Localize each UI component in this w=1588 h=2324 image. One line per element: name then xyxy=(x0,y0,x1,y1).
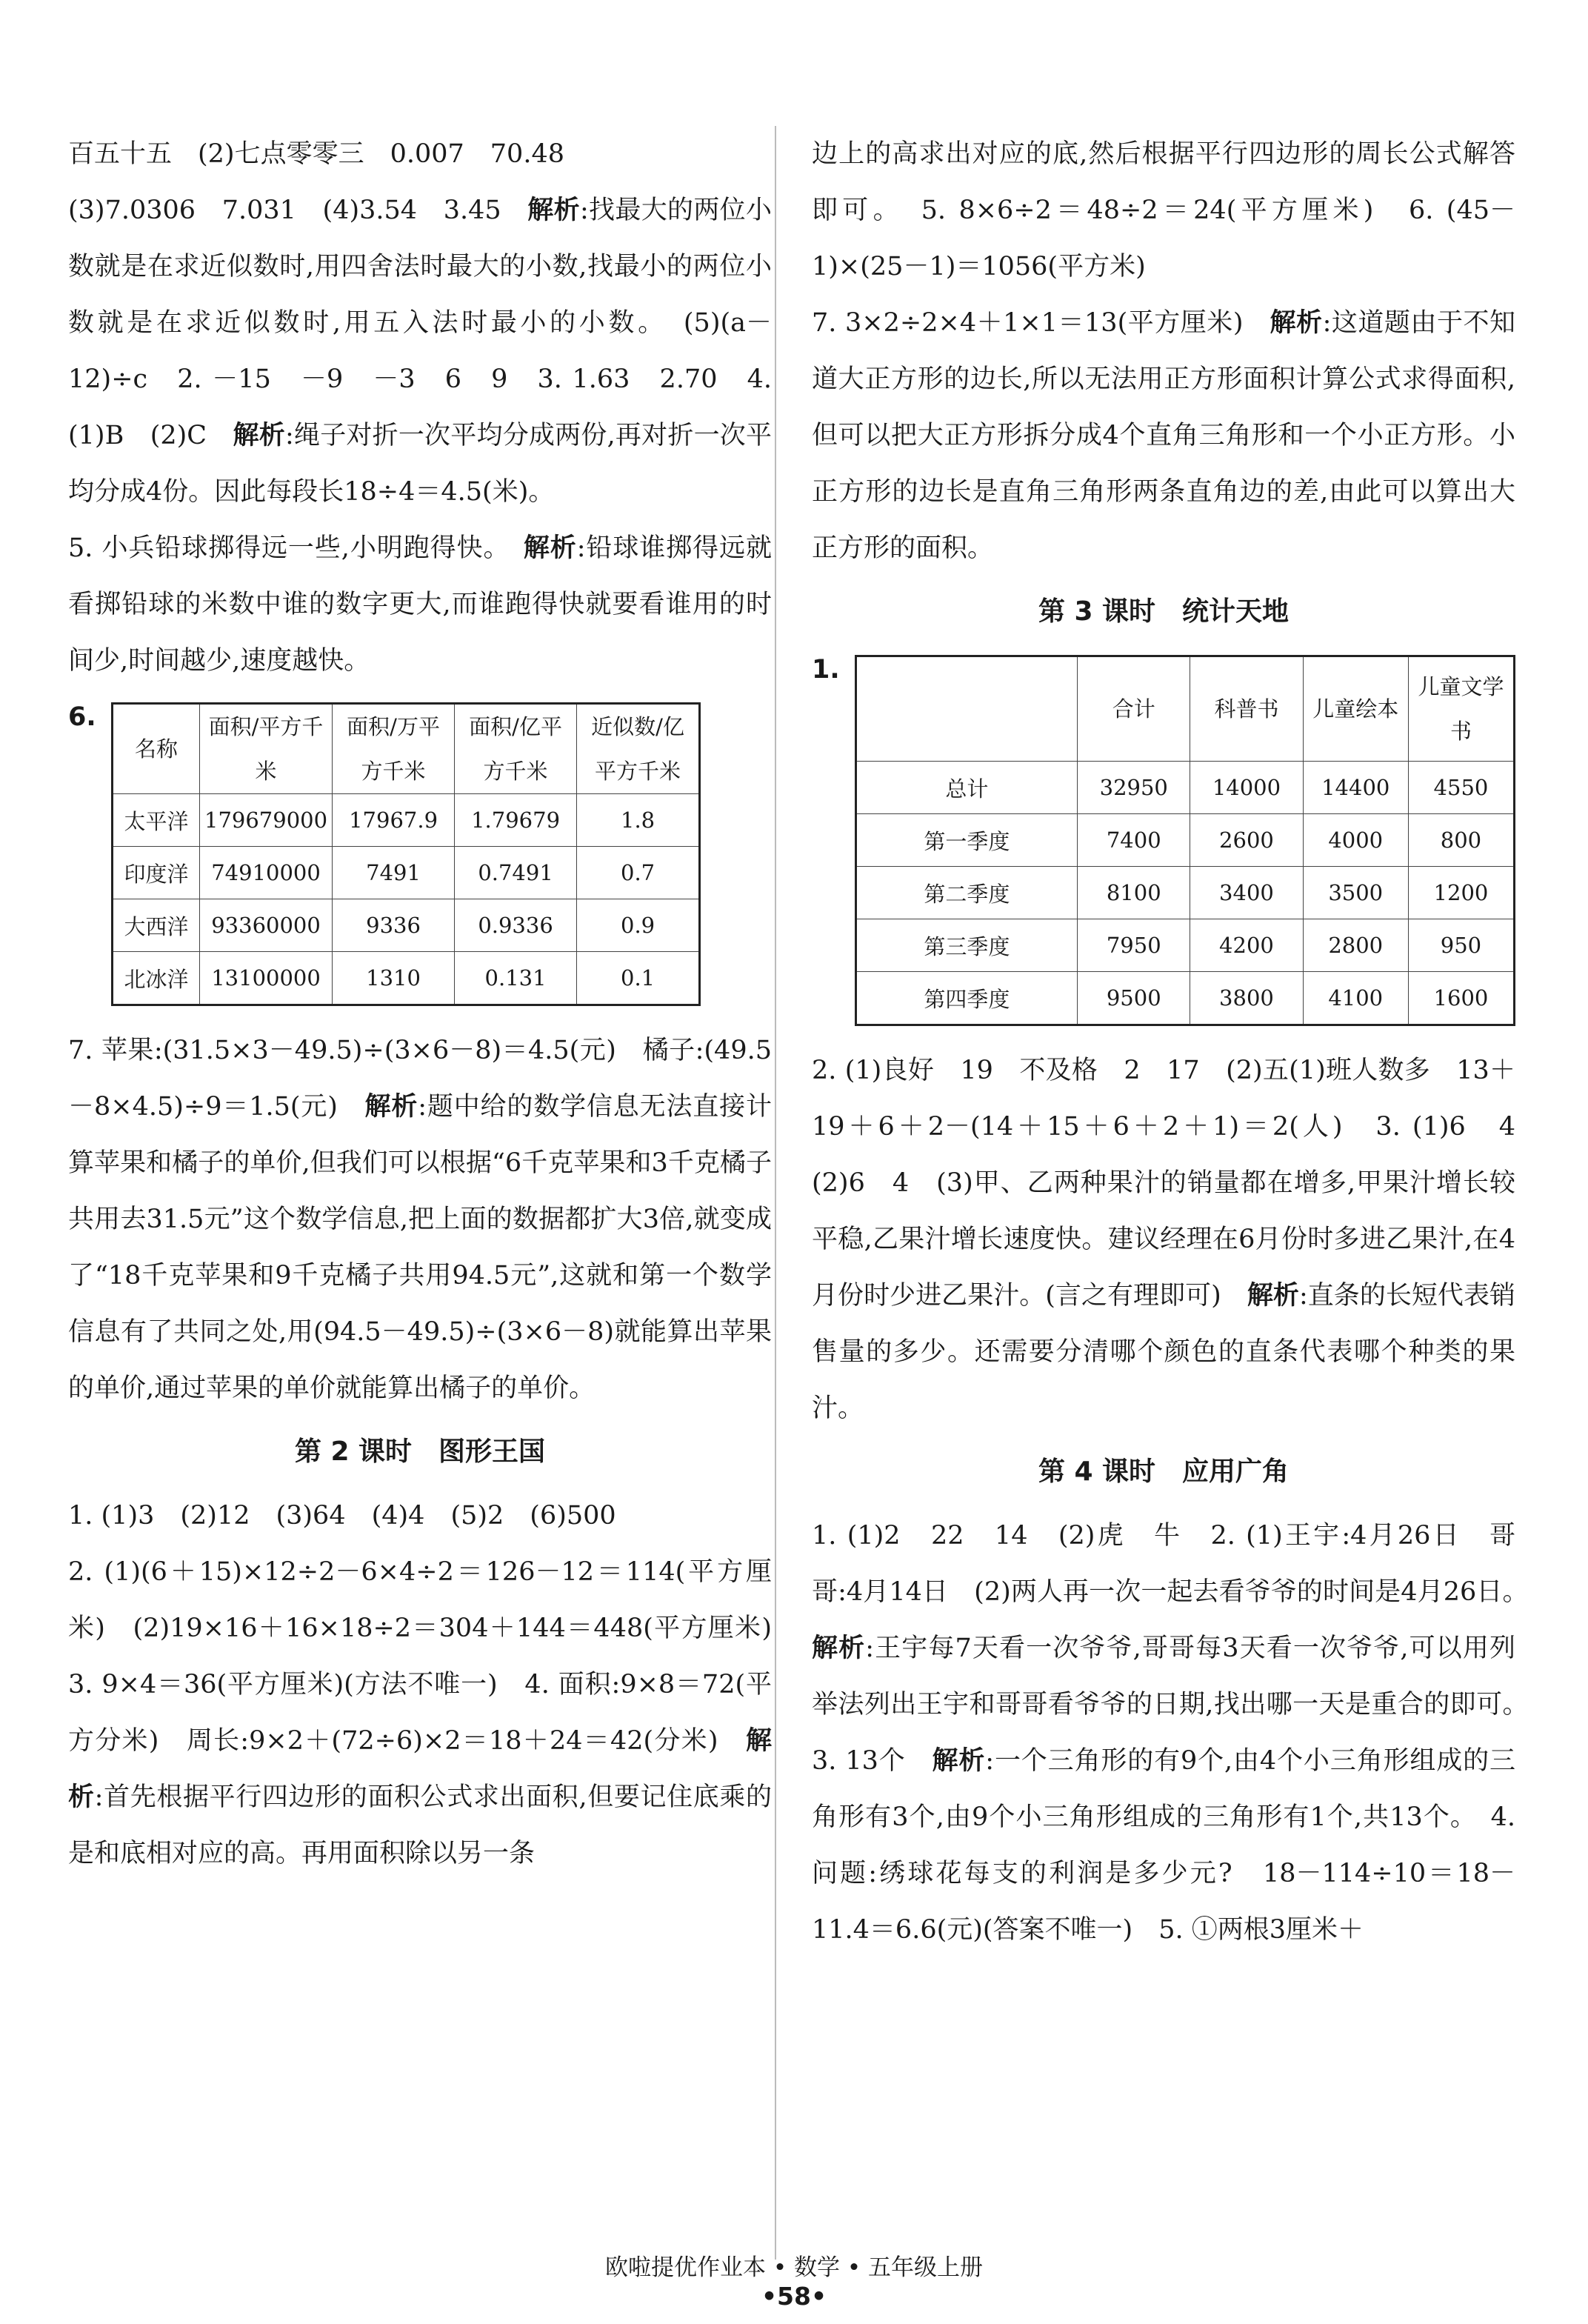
table-row xyxy=(855,867,1514,919)
table-header: 面积/平方千米 xyxy=(200,704,333,794)
table-cell: 4000 xyxy=(1303,814,1408,867)
table-header: 儿童绘本 xyxy=(1303,656,1408,762)
table-row xyxy=(855,814,1514,867)
ocean-table-block xyxy=(68,702,772,1006)
table-cell: 太平洋 xyxy=(113,794,200,847)
page-number: •58• xyxy=(761,2282,827,2311)
table-cell: 0.131 xyxy=(455,952,577,1005)
table-cell: 北冰洋 xyxy=(113,952,200,1005)
table-cell: 3400 xyxy=(1190,867,1303,919)
column-divider xyxy=(775,126,776,2260)
table-header: 面积/万平方千米 xyxy=(333,704,455,794)
answer-paragraph: 2. (1)(6＋15)×12÷2－6×4÷2＝126－12＝114(平方厘米) (2)19×16＋16×18÷2＝304＋144＝448(平方厘米) 3. 9×4＝36(平方厘米)(方法不唯一) 4. 面积:9×8＝72(平方分米) 周长:9×2＋(72÷6)×2＝18＋24＝42(分米) 解析:首先根据平行四边形的面积公式求出面积,但要记住底乘的是和底相对应的高。再用面积除以另一条 xyxy=(68,1557,798,1868)
table-cell: 800 xyxy=(1408,814,1514,867)
table-cell: 0.7491 xyxy=(455,847,577,899)
table-cell: 3500 xyxy=(1303,867,1408,919)
table-cell: 32950 xyxy=(1078,762,1190,814)
table-cell: 2600 xyxy=(1190,814,1303,867)
table-cell: 1.8 xyxy=(577,794,700,847)
answer-paragraph: 5. 小兵铅球掷得远一些,小明跑得快。 解析:铅球谁掷得远就看掷铅球的米数中谁的数字更大,而谁跑得快就要看谁用的时间少,时间越少,速度越快。 xyxy=(68,533,772,676)
table-header: 近似数/亿平方千米 xyxy=(577,704,700,794)
table-cell: 14400 xyxy=(1303,762,1408,814)
table-cell: 8100 xyxy=(1078,867,1190,919)
table-cell: 17967.9 xyxy=(333,794,455,847)
table-cell: 93360000 xyxy=(200,899,333,952)
table-row xyxy=(855,919,1514,972)
table-cell: 7491 xyxy=(333,847,455,899)
answer-line: 1. (1)3 (2)12 (3)64 (4)4 (5)2 (6)500 xyxy=(68,1501,616,1531)
table-cell: 0.9 xyxy=(577,899,700,952)
table-header: 科普书 xyxy=(1190,656,1303,762)
right-column xyxy=(812,126,1542,1958)
table-cell: 2800 xyxy=(1303,919,1408,972)
table-cell: 4100 xyxy=(1303,972,1408,1025)
question-number: 6. xyxy=(68,702,96,732)
answer-paragraph: 2. (1)良好 19 不及格 2 17 (2)五(1)班人数多 13＋19＋6＋2－(14＋15＋6＋2＋1)＝2(人) 3. (1)6 4 (2)6 4 (3)甲、乙两种果汁的销量都在增多,甲果汁增长较平稳,乙果汁增长速度快。建议经理在6月份时多进乙果汁,在4月份时少进乙果汁。(言之有理即可) 解析:直条的长短代表销售量的多少。还需要分清哪个颜色的直条代表哪个种类的果汁。 xyxy=(812,1056,1542,1423)
left-column xyxy=(68,126,798,1882)
table-cell: 74910000 xyxy=(200,847,333,899)
section-heading: 第 4 课时 应用广角 xyxy=(1038,1456,1290,1487)
table-header: 合计 xyxy=(1078,656,1190,762)
answer-paragraph: 7. 苹果:(31.5×3－49.5)÷(3×6－8)＝4.5(元) 橘子:(49.5－8×4.5)÷9＝1.5(元) 解析:题中给的数学信息无法直接计算苹果和橘子的单价,但我们可以根据“6千克苹果和3千克橘子共用去31.5元”这个数学信息,把上面的数据都扩大3倍,就变成了“18千克苹果和9千克橘子共用94.5元”,这就和第一个数学信息有了共同之处,用(94.5－49.5)÷(3×6－8)就能算出苹果的单价,通过苹果的单价就能算出橘子的单价。 xyxy=(68,1036,772,1403)
ocean-area-table xyxy=(111,702,701,1006)
table-row xyxy=(855,762,1514,814)
table-cell: 0.1 xyxy=(577,952,700,1005)
table-cell: 1600 xyxy=(1408,972,1514,1025)
table-cell: 0.9336 xyxy=(455,899,577,952)
table-cell: 大西洋 xyxy=(113,899,200,952)
table-cell: 第一季度 xyxy=(855,814,1078,867)
table-cell: 总计 xyxy=(855,762,1078,814)
answer-paragraph: 边上的高求出对应的底,然后根据平行四边形的周长公式解答即可。 5. 8×6÷2＝48÷2＝24(平方厘米) 6. (45－1)×(25－1)＝1056(平方米) xyxy=(812,139,1515,282)
table-cell: 7400 xyxy=(1078,814,1190,867)
table-cell: 7950 xyxy=(1078,919,1190,972)
book-table-block xyxy=(812,655,1515,1026)
table-cell: 第二季度 xyxy=(855,867,1078,919)
table-cell: 1.79679 xyxy=(455,794,577,847)
table-header: 名称 xyxy=(113,704,200,794)
section-heading: 第 2 课时 图形王国 xyxy=(294,1436,546,1467)
table-row xyxy=(113,952,700,1005)
table-cell: 14000 xyxy=(1190,762,1303,814)
answer-paragraph: (3)7.0306 7.031 (4)3.54 3.45 解析:找最大的两位小数就是在求近似数时,用四舍法时最大的小数,找最小的两位小数就是在求近似数时,用五入法时最小的小数。 (5)(a－12)÷c 2. －15 －9 －3 6 9 3. 1.63 2.70 4. (1)B (2)C 解析:绳子对折一次平均分成两份,再对折一次平均分成4份。因此每段长18÷4＝4.5(米)。 xyxy=(68,196,772,507)
table-row xyxy=(113,899,700,952)
answer-line: 百五十五 (2)七点零零三 0.007 70.48 xyxy=(68,139,564,169)
table-row xyxy=(855,972,1514,1025)
answer-paragraph: 1. (1)2 22 14 (2)虎 牛 2. (1)王宇:4月26日 哥哥:4月14日 (2)两人再一次一起去看爷爷的时间是4月26日。 解析:王宇每7天看一次爷爷,哥哥每3天看一次爷爷,可以用列举法列出王宇和哥哥看爷爷的日期,找出哪一天是重合的即可。 3. 13个 解析:一个三角形的有9个,由4个小三角形组成的三角形有3个,由9个小三角形组成的三角形有1个,共13个。 4. 问题:绣球花每支的利润是多少元? 18－114÷10＝18－11.4＝6.6(元)(答案不唯一) 5. ①两根3厘米＋ xyxy=(812,1521,1542,1945)
table-cell: 9336 xyxy=(333,899,455,952)
book-stats-table xyxy=(855,655,1515,1026)
table-cell: 第四季度 xyxy=(855,972,1078,1025)
section-heading: 第 3 课时 统计天地 xyxy=(1038,596,1290,627)
table-row xyxy=(113,794,700,847)
table-cell: 1310 xyxy=(333,952,455,1005)
table-cell: 3800 xyxy=(1190,972,1303,1025)
table-cell: 9500 xyxy=(1078,972,1190,1025)
table-header: 儿童文学书 xyxy=(1408,656,1514,762)
table-header xyxy=(855,656,1078,762)
table-row xyxy=(113,847,700,899)
table-cell: 13100000 xyxy=(200,952,333,1005)
table-cell: 印度洋 xyxy=(113,847,200,899)
answer-paragraph: 7. 3×2÷2×4＋1×1＝13(平方厘米) 解析:这道题由于不知道大正方形的边长,所以无法用正方形面积计算公式求得面积,但可以把大正方形拆分成4个直角三角形和一个小正方形。小正方形的边长是直角三角形两条直角边的差,由此可以算出大正方形的面积。 xyxy=(812,308,1515,563)
table-header: 面积/亿平方千米 xyxy=(455,704,577,794)
table-cell: 0.7 xyxy=(577,847,700,899)
table-cell: 4200 xyxy=(1190,919,1303,972)
table-cell: 179679000 xyxy=(200,794,333,847)
table-cell: 1200 xyxy=(1408,867,1514,919)
table-cell: 第三季度 xyxy=(855,919,1078,972)
table-cell: 950 xyxy=(1408,919,1514,972)
table-cell: 4550 xyxy=(1408,762,1514,814)
book-title-footer: 欧啦提优作业本 • 数学 • 五年级上册 xyxy=(605,2254,983,2281)
question-number: 1. xyxy=(812,655,840,685)
